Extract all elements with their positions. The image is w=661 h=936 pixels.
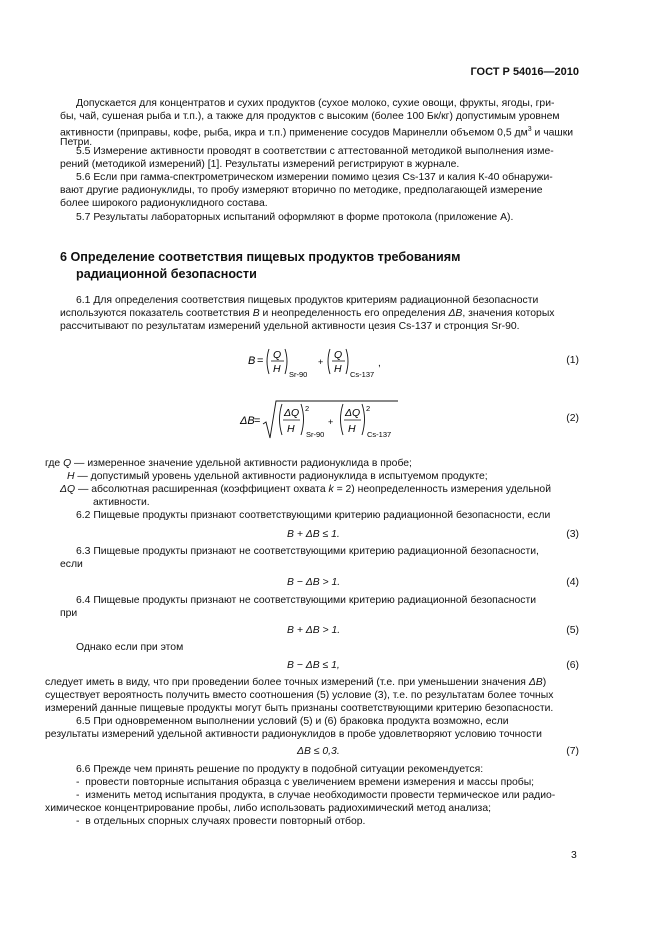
eq2-sub-cs: Cs-137 [367,430,392,439]
equation-3-number: (3) [566,529,579,540]
equation-4-number: (4) [566,577,579,588]
paragraph-allowed-line-2: бы, чай, сушеная рыба и т.п.), а также для продуктов с высоким (более 100 Бк/кг) допустимым уровнем [60,111,560,122]
paragraph-5-7: 5.7 Результаты лабораторных испытаний оформляют в форме протокола (приложение А). [76,212,514,223]
symbol-b: B [252,308,260,319]
paragraph-6-1-line-1: 6.1 Для определения соответствия пищевых продуктов критериям радиационной безопасности [76,295,539,306]
eq2-paren-left-2 [341,404,344,435]
paragraph-6-4-line-2: при [60,608,78,619]
list-item-continuation: химическое концентрирование пробы, либо использовать радиохимический метод анализа; [45,803,491,814]
equation-4: B − ΔB > 1. [287,577,341,588]
equation-1 [240,344,400,380]
section-6-heading-line-1: 6 Определение соответствия пищевых продуктов требованиям [60,250,461,264]
eq1-equals: = [257,355,264,367]
list-dash: - [76,790,80,801]
paragraph-6-5-line-2: результаты измерений удельной активности радионуклидов в пробе удовлетворяют условию точности [45,729,542,740]
paragraph-6-6: 6.6 Прежде чем принять решение по продукту в подобной ситуации рекомендуется: [76,764,484,775]
text-fragment: ) [542,677,547,688]
equation-7-number: (7) [566,746,579,757]
eq1-paren-left-1 [267,349,269,374]
text-fragment: и неопределенность его определения [259,308,449,319]
paragraph-allowed-line-3 [60,123,573,139]
paragraph-5-6-line-3: более широкого радионуклидного состава. [60,198,268,209]
eq1-paren-left-2 [328,349,330,374]
equation-3: B + ΔB ≤ 1. [287,529,340,540]
list-text: провести повторные испытания образца с увеличением времени измерения и массы пробы; [85,777,535,788]
list-dash: - [76,777,80,788]
eq2-sup-2: 2 [366,404,371,413]
list-item [76,776,534,789]
paragraph-note-line-3: измерений данные пищевые продукты могут быть признаны соответствующими критерию безопасности. [45,703,554,714]
equation-6-number: (6) [566,660,579,671]
where-line-4: активности. [93,497,150,508]
eq1-h-2: H [334,363,342,375]
paragraph-however: Однако если при этом [76,642,184,653]
paragraph-6-5-line-1: 6.5 При одновременном выполнении условий (5) и (6) браковка продукта возможно, если [76,716,509,727]
eq2-paren-left-1 [280,404,283,435]
paragraph-6-4-line-1: 6.4 Пищевые продукты признают не соответствующими критерию радиационной безопасности [76,595,537,606]
list-item [76,815,365,828]
page-number: 3 [571,850,577,861]
equation-5: B + ΔB > 1. [287,625,341,636]
paragraph-6-3-line-2: если [60,559,83,570]
text-fragment: используются показатель соответствия [60,308,253,319]
eq2-plus: + [328,417,334,427]
section-6-heading-line-2: радиационной безопасности [76,267,257,281]
list-text: изменить метод испытания продукта, в случае необходимости провести термическое или радио- [85,790,556,801]
text-fragment: — абсолютная расширенная (коэффициент охвата [75,484,329,495]
paragraph-note-line-2: существует вероятность получить вместо соотношения (5) условие (3), т.е. по результатам более точных [45,690,554,701]
section-6-heading [60,249,460,283]
eq1-paren-right-2 [346,349,348,374]
equation-2 [232,397,407,443]
symbol-k: k [328,484,334,495]
eq2-sub-sr: Sr-90 [306,430,325,439]
paragraph-6-1-line-2 [60,307,555,320]
eq2-dq-2: ΔQ [345,407,361,419]
paragraph-5-6-line-1: 5.6 Если при гамма-спектрометрическом измерении помимо цезия Cs-137 и калия К-40 обнаружи- [76,172,553,183]
symbol-h: H [67,471,75,482]
eq1-sub-cs: Cs-137 [350,370,375,379]
eq2-h-2: H [348,423,356,435]
eq2-sup-1: 2 [305,404,310,413]
text-fragment: активности (приправы, кофе, рыба, икра и т.п.) применение сосудов Маринелли объемом 0,5 дм [60,127,528,139]
equation-1-number: (1) [566,355,579,366]
eq2-paren-right-1 [301,404,304,435]
eq1-sub-sr: Sr-90 [289,370,308,379]
where-line-2 [67,470,488,483]
superscript: 3 [527,126,532,133]
list-dash: - [76,816,80,827]
paragraph-5-5-line-2: рений (методикой измерений) [1]. Результаты измерений регистрируют в журнале. [60,159,460,170]
symbol-delta-b: ΔB [448,308,463,319]
list-text: в отдельных спорных случаях провести повторный отбор. [85,816,366,827]
eq1-h-1: H [273,363,281,375]
paragraph-5-5-line-1: 5.5 Измерение активности проводят в соответствии с аттестованной методикой выполнения изме- [76,146,554,157]
eq1-comma: , [378,358,381,369]
paragraph-6-2: 6.2 Пищевые продукты признают соответствующими критерию радиационной безопасности, если [76,510,551,521]
symbol-delta-q: ΔQ [60,484,76,495]
eq1-q-2: Q [334,349,343,361]
text-fragment: = 2) неопределенность измерения удельной [333,484,552,495]
equation-6: B − ΔB ≤ 1, [287,660,340,671]
eq1-lhs: B [248,355,256,367]
eq2-dq-1: ΔQ [284,407,300,419]
paragraph-5-6-line-2: вают другие радионуклиды, то пробу измеряют вторично по методике, предполагающей измерение [60,185,543,196]
paragraph-allowed-line-1: Допускается для концентратов и сухих продуктов (сухое молоко, сухие овощи, фрукты, ягоды, гри- [76,98,555,109]
eq2-h-1: H [287,423,295,435]
eq2-paren-right-2 [362,404,365,435]
eq1-q-1: Q [273,349,282,361]
text-fragment: следует иметь в виду, что при проведении более точных измерений (т.е. при уменьшении значения [45,677,529,688]
paragraph-note-line-1 [45,676,546,689]
equation-2-number: (2) [566,413,579,424]
where-line-1 [45,457,412,470]
text-fragment: — допустимый уровень удельной активности радионуклида в испытуемом продукте; [74,471,488,482]
paragraph-6-1-line-3: рассчитывают по результатам измерений удельной активности цезия Cs-137 и стронция Sr-90. [60,321,520,332]
symbol-delta-b: ΔB [528,677,543,688]
list-item [76,789,555,802]
equation-7: ΔB ≤ 0,3. [297,746,340,757]
paragraph-6-3-line-1: 6.3 Пищевые продукты признают не соответствующими критерию радиационной безопасности, [76,546,539,557]
paragraph-allowed-line-4: Петри. [60,137,93,148]
eq2-lhs: ΔB [240,415,255,427]
eq1-plus: + [318,357,324,367]
symbol-q: Q [63,458,72,469]
text-fragment: и чашки [531,127,574,139]
document-code: ГОСТ Р 54016—2010 [470,66,579,78]
eq1-paren-right-1 [285,349,287,374]
text-fragment: , значения которых [462,308,555,319]
text-fragment: где [45,458,64,469]
text-fragment: — измеренное значение удельной активности радионуклида в пробе; [71,458,412,469]
eq2-equals: = [254,415,261,427]
equation-5-number: (5) [566,625,579,636]
where-line-3 [60,483,551,496]
